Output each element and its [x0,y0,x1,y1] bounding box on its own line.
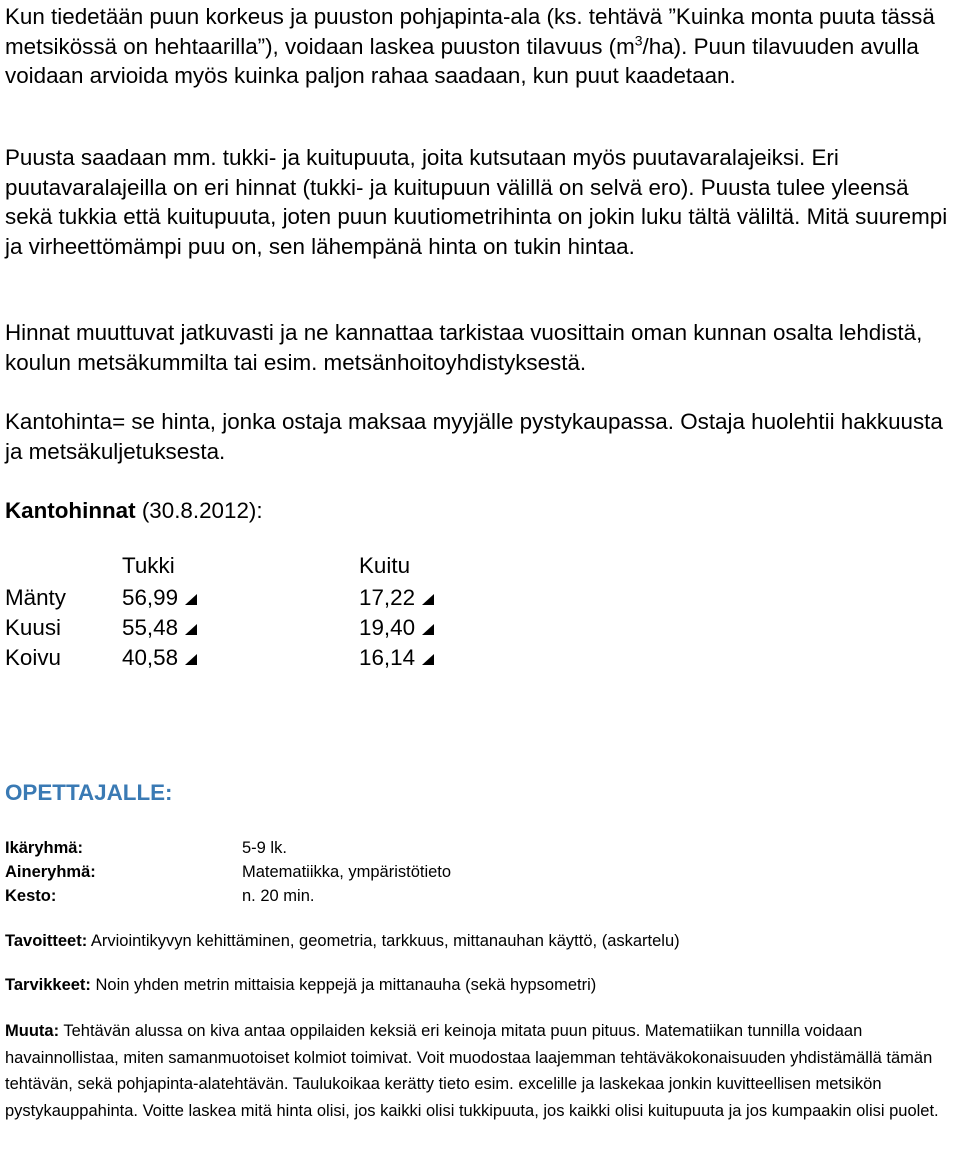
prices-heading [5,496,957,526]
kuitu-price-value: 17,22 [359,585,416,610]
goals-text: Arviointikyvyn kehittäminen, geometria, tarkkuus, mittanauhan käyttö, (askartelu) [87,932,680,950]
kuitu-price [359,645,435,671]
tukki-price-value: 40,58 [122,645,179,670]
euro-icon [184,617,198,635]
supplies-label: Tarvikkeet: [5,976,91,994]
intro-paragraph-3: Hinnat muuttuvat jatkuvasti ja ne kannattaa tarkistaa vuosittain oman kunnan osalta lehdistä, koulun metsäkummilta tai esim. metsänhoitoyhdistyksestä. [5,320,923,375]
meta-label: Ikäryhmä: [5,839,83,857]
intro-paragraph-1 [5,2,957,91]
meta-label: Kesto: [5,887,57,905]
prices-heading-date: (30.8.2012): [135,498,263,523]
intro-p1-text: Kun tiedetään puun korkeus ja puuston pohjapinta-ala (ks. tehtävä ”Kuinka monta puuta tässä metsikössä on hehtaarilla”), voidaan laskea puuston tilavuus (m [5,4,935,59]
goals-line [5,929,957,954]
meta-value: n. 20 min. [242,887,315,905]
euro-icon [184,587,198,605]
intro-p1-text-end: /ha). Puun tilavuuden avulla voidaan arvioida myös kuinka paljon rahaa saadaan, kun puut kaadetaan. [5,33,919,88]
intro-paragraph-4: Kantohinta= se hinta, jonka ostaja maksaa myyjälle pystykaupassa. Ostaja huolehtii hakkuusta ja metsäkuljetuksesta. [5,409,943,464]
tukki-price [122,645,198,671]
species-name: Koivu [5,645,62,670]
meta-label: Aineryhmä: [5,863,96,881]
goals-label: Tavoitteet: [5,932,88,950]
tukki-price [122,615,198,641]
prices-heading-bold: Kantohinnat [5,498,136,523]
kuitu-price [359,615,435,641]
meta-value: Matematiikka, ympäristötieto [242,863,452,881]
column-header-kuitu: Kuitu [359,553,411,578]
intro-p1-superscript: 3 [634,32,643,49]
other-notes [5,1018,957,1124]
euro-icon [421,647,435,665]
meta-value: 5-9 lk. [242,839,287,857]
intro-paragraph-2: Puusta saadaan mm. tukki- ja kuitupuuta, joita kutsutaan myös puutavaralajeiksi. Eri puutavaralajeilla on eri hinnat (tukki- ja kuitupuun välillä on selvä ero). Puusta tulee yleensä sekä tukkia että kuitupuuta, joten puun kuutiometrihinta on jokin luku tältä väliltä. Mitä suurempi ja virheettömämpi puu on, sen lähempänä hinta on tukin hintaa. [5,145,948,259]
species-name: Mänty [5,585,66,610]
supplies-line [5,973,957,998]
tukki-price-value: 55,48 [122,615,179,640]
other-label: Muuta: [5,1022,60,1040]
kuitu-price-value: 16,14 [359,645,416,670]
euro-icon [421,617,435,635]
kuitu-price-value: 19,40 [359,615,416,640]
teacher-heading: OPETTAJALLE: [5,780,173,805]
euro-icon [421,587,435,605]
euro-icon [184,647,198,665]
supplies-text: Noin yhden metrin mittaisia keppejä ja mittanauha (sekä hypsometri) [90,976,597,994]
column-header-tukki: Tukki [122,553,175,578]
tukki-price-value: 56,99 [122,585,179,610]
tukki-price [122,585,198,611]
other-text: Tehtävän alussa on kiva antaa oppilaiden keksiä eri keinoja mitata puun pituus. Matematiikan tunnilla voidaan havainnollistaa, miten samanmuotoiset kolmiot toimivat. Voit muodostaa laajemman tehtäväkokonaisuuden yhdistämällä tämän tehtävän, sekä pohjapinta-alatehtävän. Taulukoikaa kerätty tieto esim. excelille ja laskekaa jonkin kuvitteellisen metsikön pystykauppahinta. Voitte laskea mitä hinta olisi, jos kaikki olisi tukkipuuta, jos kaikki olisi kuitupuuta ja jos kumpaakin olisi puolet. [5,1022,939,1120]
kuitu-price [359,585,435,611]
species-name: Kuusi [5,615,62,640]
